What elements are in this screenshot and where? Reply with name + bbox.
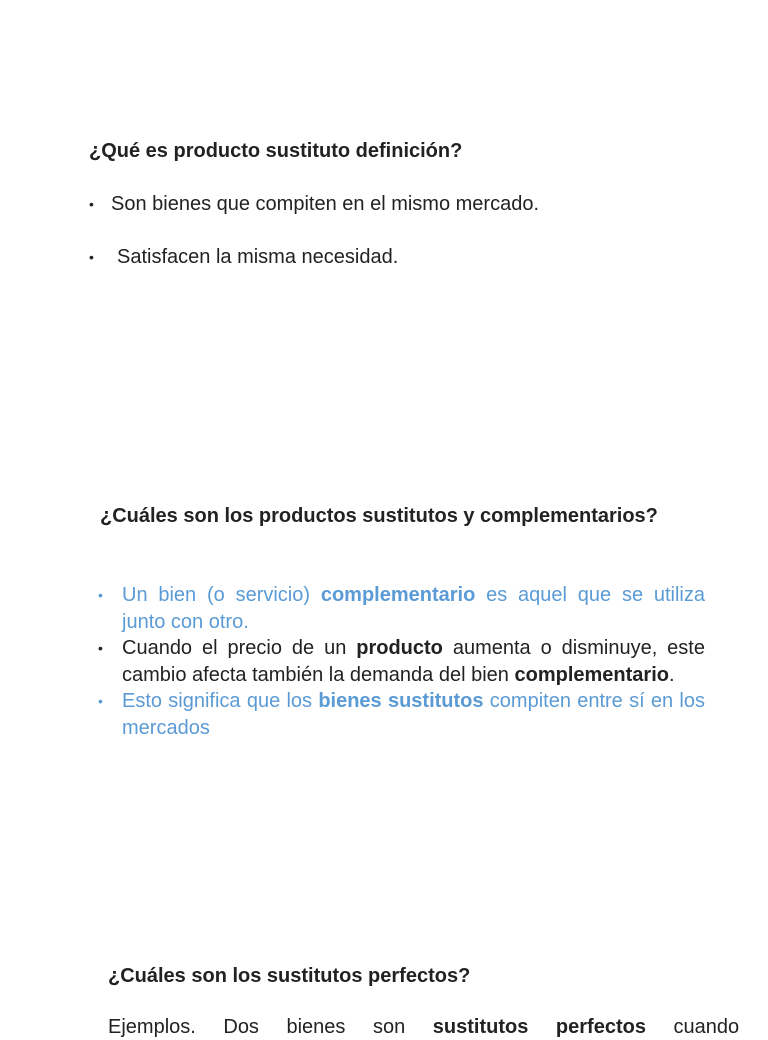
text-run: es aquel que se utiliza junto con otro. (122, 584, 706, 633)
list-item (98, 582, 705, 635)
text-run: aumenta o disminuye, este cambio afecta también la demanda del bien (122, 637, 705, 686)
section-heading-substitutes-and-complements: ¿Cuáles son los productos sustitutos y complementarios? (100, 505, 658, 527)
list-item-text (122, 582, 705, 635)
bullet-dot: • (98, 587, 103, 603)
text-run: Esto significa que los (122, 690, 319, 712)
list-item-text (122, 635, 705, 688)
bold-term: sustitutos perfectos (432, 1016, 646, 1038)
section-heading-perfect-substitutes: ¿Cuáles son los sustitutos perfectos? (108, 965, 471, 987)
bullet-dot: • (89, 196, 94, 212)
bold-term: complementario (514, 663, 669, 686)
bold-term: complementario (320, 584, 476, 606)
text-run: Un bien (o servicio) (122, 584, 321, 606)
section-heading-substitute-definition: ¿Qué es producto sustituto definición? (89, 140, 463, 162)
bullet-dot: • (89, 249, 94, 265)
bullet-dot: • (98, 693, 103, 709)
bold-term: bienes sustitutos (318, 690, 484, 712)
text-run: compiten entre sí en los mercados (122, 690, 705, 739)
bullet-list (98, 582, 705, 741)
text-run: . (668, 663, 675, 686)
list-item-text (122, 688, 705, 741)
list-item (98, 688, 705, 741)
bullet-item (89, 191, 539, 217)
bullet-dot: • (98, 640, 103, 656)
text-run: Ejemplos. Dos bienes son (108, 1016, 433, 1038)
bullet-item (89, 244, 398, 270)
text-run: cuando (645, 1016, 740, 1038)
bullet-text: Son bienes que compiten en el mismo mercado. (111, 193, 540, 215)
text-run: Cuando el precio de un (122, 637, 357, 659)
bullet-text: Satisfacen la misma necesidad. (117, 246, 399, 268)
list-item (98, 635, 705, 688)
cut-off-text-line (108, 1014, 740, 1040)
bold-term: producto (356, 637, 443, 659)
